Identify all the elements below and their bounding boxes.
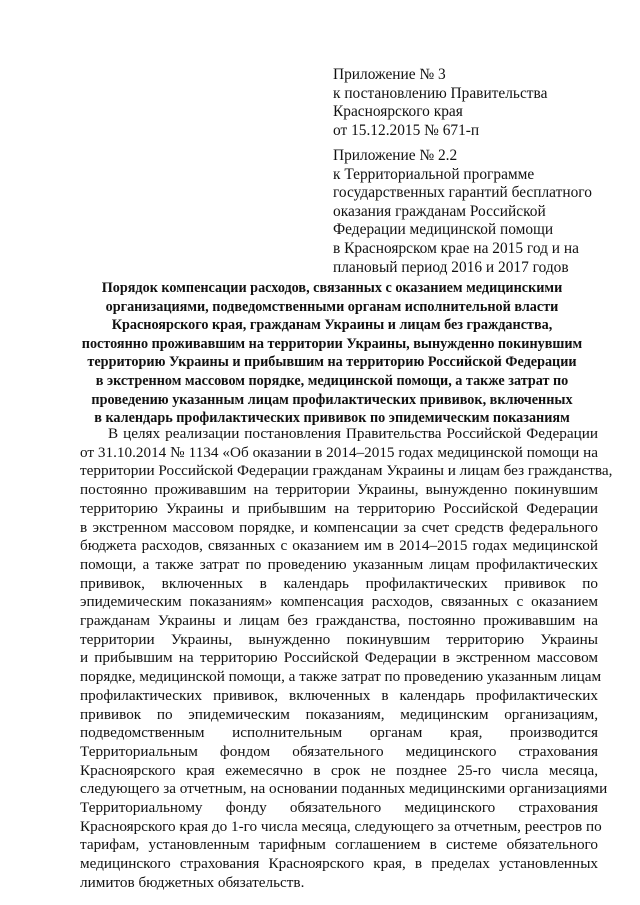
annex-line: в Красноярском крае на 2015 год и на (333, 239, 579, 257)
body-line: территории Украины, вынужденно покинувшим территорию Украины (80, 630, 598, 648)
body-line: прививок, включенных в календарь профилактических прививок по (80, 574, 598, 592)
body-line: В целях реализации постановления Правительства Российской Федерации (108, 425, 598, 442)
annex-line: к Территориальной программе (333, 165, 535, 183)
title-line: проведению указанным лицам профилактических прививок, включенных (91, 391, 573, 408)
body-line: порядке, медицинской помощи, а также затрат по проведению указанным лицам (80, 668, 602, 686)
title-line: Красноярского края, гражданам Украины и лицам без гражданства, (111, 317, 553, 334)
body-line: медицинского страхования Красноярского края, в пределах установленных (80, 855, 598, 873)
annex-line: от 15.12.2015 № 671-п (333, 121, 480, 139)
body-line: прививок по эпидемическим показаниям, медицинским организациям, (80, 705, 598, 723)
body-line: территорию Украины и прибывшим на территорию Российской Федерации (80, 499, 598, 517)
annex-line: Приложение № 2.2 (333, 147, 458, 164)
body-paragraph (80, 425, 613, 893)
body-line: подведомственным исполнительным органам края, производится (80, 724, 598, 742)
annex-3-reference (333, 66, 547, 140)
document-title (60, 279, 604, 428)
body-line: в экстренном массовом порядке, и компенсации за счет средств федерального (80, 518, 598, 536)
title-line: Порядок компенсации расходов, связанных с оказанием медицинскими (101, 280, 563, 296)
body-line: следующего за отчетным, на основании поданных медицинскими организациями (80, 780, 608, 798)
title-line: в экстренном массовом порядке, медицинской помощи, а также затрат по (95, 372, 569, 389)
body-line: от 31.10.2014 № 1134 «Об оказании в 2014–2015 годах медицинской помощи на (80, 443, 598, 461)
body-line: профилактических прививок, включенных в календарь профилактических (80, 686, 598, 704)
body-line: и прибывшим на территорию Российской Федерации в экстренном массовом (80, 649, 598, 667)
body-line: Территориальным фондом обязательного медицинского страхования (80, 742, 598, 760)
body-line: эпидемическим показаниям» компенсация расходов, связанных с оказанием (80, 593, 598, 611)
annex-line: Приложение № 3 (333, 66, 446, 83)
annex-line: к постановлению Правительства (333, 84, 548, 102)
body-line: гражданам Украины и лицам без гражданства, постоянно проживавшим на (80, 612, 598, 630)
body-line: Красноярского края ежемесячно в срок не позднее 25-го числа месяца, (80, 761, 598, 779)
annex-2-2-reference (333, 147, 592, 277)
body-line: бюджета расходов, связанных с оказанием им в 2014–2015 годах медицинской (80, 537, 598, 555)
annex-line: оказания гражданам Российской (333, 202, 546, 220)
annex-line: Красноярского края (333, 103, 463, 121)
title-line: постоянно проживавшим на территории Украины, вынужденно покинувшим (81, 335, 583, 352)
body-line: Красноярского края до 1-го числа месяца, следующего за отчетным, реестров по (80, 817, 602, 835)
body-line: Территориальному фонду обязательного медицинского страхования (80, 799, 598, 817)
body-line: территории Российской Федерации гражданам Украины и лицам без гражданства, (80, 462, 613, 480)
title-line: в календарь профилактических прививок по эпидемическим показаниям (94, 410, 570, 427)
annex-line: плановый период 2016 и 2017 годов (333, 258, 569, 276)
body-line: постоянно проживавшим на территории Украины, вынужденно покинувшим (80, 481, 598, 499)
body-line: помощи, а также затрат по проведению указанным лицам профилактических (80, 555, 598, 573)
annex-line: государственных гарантий бесплатного (333, 184, 592, 202)
body-line: тарифам, установленным тарифным соглашением в системе обязательного (80, 836, 598, 854)
title-line: территорию Украины и прибывшим на территорию Российской Федерации (87, 354, 577, 371)
title-line: организациями, подведомственными органам исполнительной власти (105, 298, 559, 315)
annex-line: Федерации медицинской помощи (333, 221, 554, 239)
body-line: лимитов бюджетных обязательств. (80, 873, 305, 891)
